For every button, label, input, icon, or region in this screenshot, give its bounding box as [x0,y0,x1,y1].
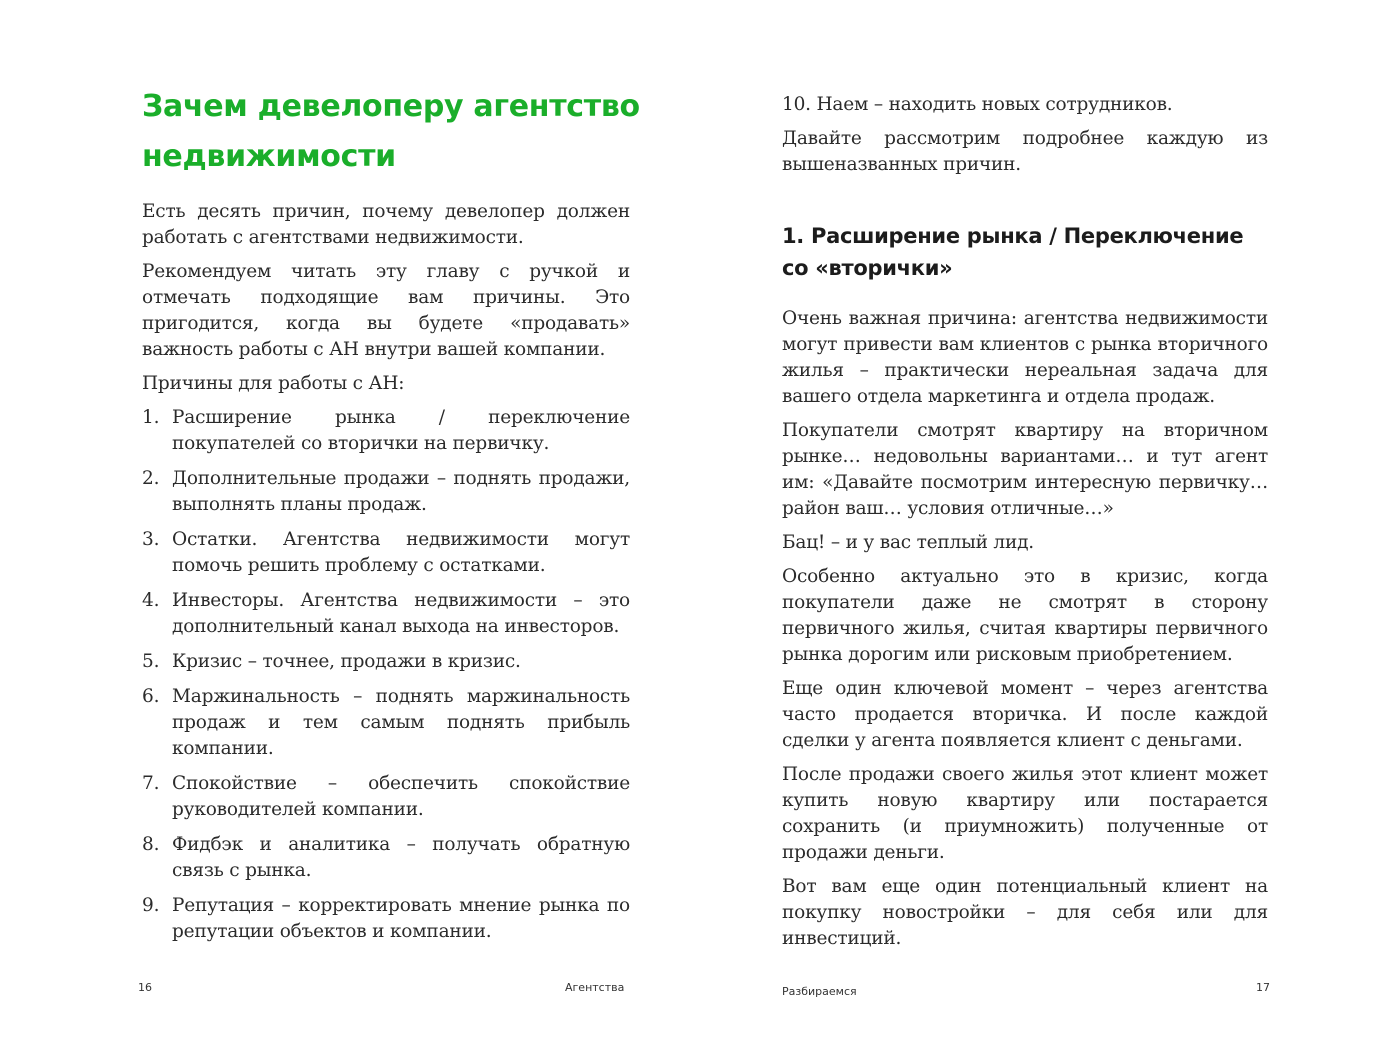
reason-number: 3. [142,529,160,550]
reason-number: 9. [142,895,160,916]
body-paragraph: Покупатели смотрят квартиру на вторичном рынке… недовольны вариантами… и тут агент им: «Давайте посмотрим интересную первичку… район ваш… условия отличные…» [782,420,1268,519]
reason-item-10: 10. Наем – находить новых сотрудников. [782,94,1173,115]
reason-text: Фидбэк и аналитика – получать обратную связь с рынка. [172,834,630,881]
reason-item [142,588,630,640]
reason-item [142,684,630,762]
chapter-title: Зачем девелоперу агентство недвижимости [142,89,640,174]
reason-text: Дополнительные продажи – поднять продажи, выполнять планы продаж. [172,468,630,515]
reason-item [142,771,630,823]
reason-item [142,649,630,675]
reason-number: 6. [142,686,160,707]
left-page-body [142,199,630,954]
list-intro: Причины для работы с АН: [142,373,405,394]
reason-text: Инвесторы. Агентства недвижимости – это дополнительный канал выхода на инвесторов. [172,590,630,637]
reason-item [142,893,630,945]
reason-number: 4. [142,590,160,611]
reason-text: Расширение рынка / переключение покупателей со вторички на первичку. [172,407,630,454]
body-paragraph: Особенно актуально это в кризис, когда покупатели даже не смотрят в сторону первичного жилья, считая квартиры первичного рынка дорогим или рисковым приобретением. [782,566,1268,665]
reason-text: Кризис – точнее, продажи в кризис. [172,651,521,672]
running-title-left: Агентства [565,981,625,994]
page-number-right: 17 [1256,981,1270,994]
running-title-right: Разбираемся [782,985,857,998]
reason-number: 5. [142,651,160,672]
body-paragraph: Вот вам еще один потенциальный клиент на покупку новостройки – для себя или для инвестиций. [782,876,1268,949]
body-paragraph: После продажи своего жилья этот клиент может купить новую квартиру или постарается сохранить (и приумножить) полученные от продажи деньги. [782,764,1268,863]
reason-number: 1. [142,407,160,428]
reason-number: 7. [142,773,160,794]
page-number-left: 16 [138,981,152,994]
reason-item [142,466,630,518]
right-page-body [782,92,1268,960]
reason-text: Спокойствие – обеспечить спокойствие руководителей компании. [172,773,630,820]
reason-text: Репутация – корректировать мнение рынка по репутации объектов и компании. [172,895,630,942]
reasons-list [142,405,630,945]
left-page [0,0,696,1048]
intro-paragraph: Есть десять причин, почему девелопер должен работать с агентствами недвижимости. [142,201,630,248]
section-heading: 1. Расширение рынка / Переключение со «вторички» [782,224,1244,280]
reason-item [142,527,630,579]
reason-number: 2. [142,468,160,489]
reason-item [142,405,630,457]
body-paragraph: Еще один ключевой момент – через агентства часто продается вторичка. И после каждой сделки у агента появляется клиент с деньгами. [782,678,1268,751]
body-paragraph: Бац! – и у вас теплый лид. [782,532,1034,553]
reason-text: Остатки. Агентства недвижимости могут помочь решить проблему с остатками. [172,529,630,576]
right-page [696,0,1393,1048]
transition-paragraph: Давайте рассмотрим подробнее каждую из вышеназванных причин. [782,128,1268,175]
body-paragraph: Очень важная причина: агентства недвижимости могут привести вам клиентов с рынка вторичного жилья – практически нереальная задача для вашего отдела маркетинга и отдела продаж. [782,308,1268,407]
reason-item [142,832,630,884]
intro-paragraph: Рекомендуем читать эту главу с ручкой и отмечать подходящие вам причины. Это пригодится, когда вы будете «продавать» важность работы с АН внутри вашей компании. [142,261,630,360]
reason-number: 8. [142,834,160,855]
reason-text: Маржинальность – поднять маржинальность продаж и тем самым поднять прибыль компании. [172,686,630,759]
